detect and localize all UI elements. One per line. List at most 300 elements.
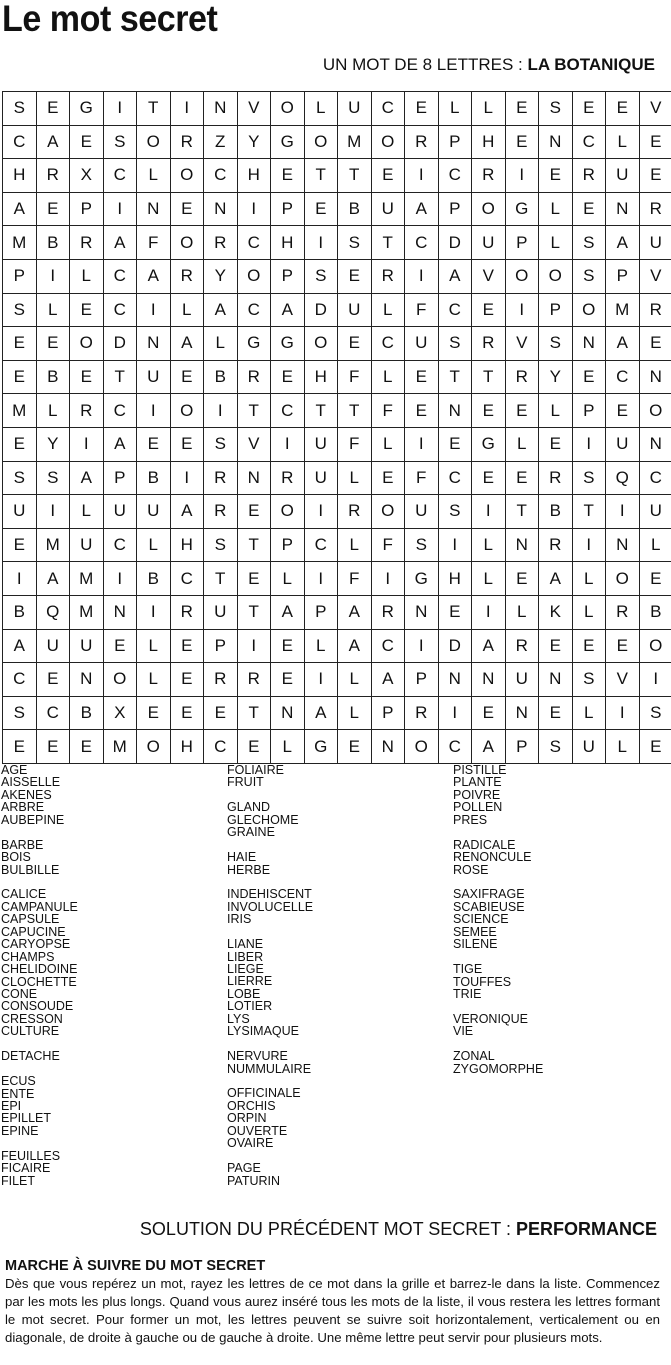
grid-cell[interactable]: E — [405, 394, 439, 428]
grid-cell[interactable]: E — [472, 461, 506, 495]
grid-cell[interactable]: E — [539, 696, 573, 730]
grid-cell[interactable]: E — [271, 159, 305, 193]
grid-cell[interactable]: O — [639, 394, 671, 428]
grid-cell[interactable]: A — [271, 595, 305, 629]
grid-cell[interactable]: T — [338, 394, 372, 428]
grid-cell[interactable]: E — [70, 293, 104, 327]
grid-cell[interactable]: B — [204, 360, 238, 394]
grid-cell[interactable]: B — [338, 192, 372, 226]
grid-cell[interactable]: L — [271, 730, 305, 764]
grid-cell[interactable]: N — [572, 327, 606, 361]
grid-cell[interactable]: I — [103, 192, 137, 226]
grid-cell[interactable]: C — [237, 293, 271, 327]
grid-cell[interactable]: R — [70, 226, 104, 260]
grid-cell[interactable]: I — [170, 92, 204, 126]
grid-cell[interactable]: S — [3, 293, 37, 327]
word-list-item[interactable]: CHELIDOINE — [1, 962, 78, 977]
word-list-item[interactable]: OFFICINALE — [227, 1086, 301, 1101]
grid-cell[interactable]: E — [371, 159, 405, 193]
grid-cell[interactable]: I — [304, 226, 338, 260]
word-list-item[interactable]: LOBE — [227, 986, 261, 1001]
grid-cell[interactable]: I — [70, 427, 104, 461]
grid-cell[interactable]: L — [472, 528, 506, 562]
grid-cell[interactable]: E — [237, 495, 271, 529]
grid-cell[interactable]: B — [36, 226, 70, 260]
grid-cell[interactable]: E — [338, 327, 372, 361]
word-list-item[interactable]: EPINE — [1, 1123, 39, 1138]
grid-cell[interactable]: O — [606, 562, 640, 596]
grid-cell[interactable]: E — [606, 92, 640, 126]
word-list-item[interactable]: FILET — [1, 1173, 36, 1188]
grid-cell[interactable]: I — [103, 562, 137, 596]
grid-cell[interactable]: P — [438, 192, 472, 226]
grid-cell[interactable]: E — [438, 427, 472, 461]
grid-cell[interactable]: A — [3, 192, 37, 226]
grid-cell[interactable]: I — [36, 495, 70, 529]
grid-cell[interactable]: P — [539, 293, 573, 327]
grid-cell[interactable]: S — [304, 259, 338, 293]
grid-cell[interactable]: E — [170, 360, 204, 394]
word-list-item[interactable]: ARBRE — [1, 800, 45, 815]
grid-cell[interactable]: F — [338, 427, 372, 461]
grid-cell[interactable]: U — [639, 495, 671, 529]
grid-cell[interactable]: I — [237, 629, 271, 663]
grid-cell[interactable]: S — [572, 226, 606, 260]
word-list-item[interactable]: ZYGOMORPHE — [453, 1061, 544, 1076]
grid-cell[interactable]: X — [103, 696, 137, 730]
grid-cell[interactable]: R — [204, 663, 238, 697]
grid-cell[interactable]: L — [371, 293, 405, 327]
word-list-item[interactable]: FOLIAIRE — [227, 763, 284, 777]
grid-cell[interactable]: N — [103, 595, 137, 629]
grid-cell[interactable]: R — [36, 159, 70, 193]
grid-cell[interactable]: V — [237, 92, 271, 126]
grid-cell[interactable]: U — [505, 663, 539, 697]
grid-cell[interactable]: A — [170, 495, 204, 529]
grid-cell[interactable]: E — [338, 730, 372, 764]
grid-cell[interactable]: S — [204, 528, 238, 562]
grid-cell[interactable]: M — [3, 226, 37, 260]
grid-cell[interactable]: G — [472, 427, 506, 461]
grid-cell[interactable]: S — [539, 92, 573, 126]
grid-cell[interactable]: R — [405, 696, 439, 730]
word-list-item[interactable]: PAGE — [227, 1161, 261, 1176]
grid-cell[interactable]: E — [639, 327, 671, 361]
grid-cell[interactable]: P — [70, 192, 104, 226]
word-list-item[interactable]: HAIE — [227, 850, 257, 865]
grid-cell[interactable]: C — [237, 226, 271, 260]
grid-cell[interactable]: C — [103, 394, 137, 428]
grid-cell[interactable]: R — [639, 192, 671, 226]
grid-cell[interactable]: C — [639, 461, 671, 495]
grid-cell[interactable]: E — [36, 730, 70, 764]
grid-cell[interactable]: I — [606, 495, 640, 529]
grid-cell[interactable]: A — [405, 192, 439, 226]
word-list-item[interactable]: INDEHISCENT — [227, 887, 312, 902]
grid-cell[interactable]: U — [137, 495, 171, 529]
grid-cell[interactable]: V — [639, 259, 671, 293]
grid-cell[interactable]: S — [639, 696, 671, 730]
grid-cell[interactable]: T — [572, 495, 606, 529]
grid-cell[interactable]: N — [405, 595, 439, 629]
grid-cell[interactable]: R — [606, 595, 640, 629]
grid-cell[interactable]: U — [606, 427, 640, 461]
grid-cell[interactable]: I — [371, 562, 405, 596]
grid-cell[interactable]: L — [338, 528, 372, 562]
grid-cell[interactable]: B — [639, 595, 671, 629]
grid-cell[interactable]: D — [304, 293, 338, 327]
grid-cell[interactable]: U — [3, 495, 37, 529]
grid-cell[interactable]: N — [639, 360, 671, 394]
grid-cell[interactable]: E — [3, 427, 37, 461]
grid-cell[interactable]: C — [438, 159, 472, 193]
grid-cell[interactable]: F — [137, 226, 171, 260]
grid-cell[interactable]: I — [606, 696, 640, 730]
grid-cell[interactable]: L — [472, 562, 506, 596]
grid-cell[interactable]: H — [237, 159, 271, 193]
grid-cell[interactable]: Q — [606, 461, 640, 495]
grid-cell[interactable]: T — [472, 360, 506, 394]
grid-cell[interactable]: N — [606, 528, 640, 562]
word-list-item[interactable]: CLOCHETTE — [1, 974, 77, 989]
word-list-item[interactable]: LIEGE — [227, 962, 264, 976]
grid-cell[interactable]: E — [170, 427, 204, 461]
grid-cell[interactable]: Z — [204, 125, 238, 159]
grid-cell[interactable]: T — [237, 595, 271, 629]
grid-cell[interactable]: O — [472, 192, 506, 226]
grid-cell[interactable]: E — [505, 562, 539, 596]
grid-cell[interactable]: L — [36, 293, 70, 327]
grid-cell[interactable]: C — [405, 226, 439, 260]
grid-cell[interactable]: Y — [237, 125, 271, 159]
word-list-item[interactable]: ORCHIS — [227, 1098, 276, 1113]
grid-cell[interactable]: A — [204, 293, 238, 327]
grid-cell[interactable]: C — [371, 92, 405, 126]
grid-cell[interactable]: E — [505, 92, 539, 126]
grid-cell[interactable]: L — [539, 394, 573, 428]
word-list-item[interactable]: CONSOUDE — [1, 999, 74, 1014]
grid-cell[interactable]: L — [170, 293, 204, 327]
grid-cell[interactable]: R — [371, 259, 405, 293]
grid-cell[interactable]: C — [103, 528, 137, 562]
word-list-item[interactable]: PATURIN — [227, 1173, 281, 1188]
grid-cell[interactable]: O — [271, 92, 305, 126]
grid-cell[interactable]: L — [472, 92, 506, 126]
grid-cell[interactable]: P — [505, 730, 539, 764]
grid-cell[interactable]: E — [572, 92, 606, 126]
grid-cell[interactable]: I — [572, 528, 606, 562]
grid-cell[interactable]: I — [237, 192, 271, 226]
grid-cell[interactable]: C — [371, 327, 405, 361]
grid-cell[interactable]: R — [170, 595, 204, 629]
grid-cell[interactable]: B — [137, 562, 171, 596]
grid-cell[interactable]: S — [36, 461, 70, 495]
grid-cell[interactable]: I — [505, 293, 539, 327]
grid-cell[interactable]: L — [572, 696, 606, 730]
grid-cell[interactable]: R — [539, 528, 573, 562]
grid-cell[interactable]: F — [371, 528, 405, 562]
grid-cell[interactable]: E — [505, 461, 539, 495]
grid-cell[interactable]: F — [405, 461, 439, 495]
grid-cell[interactable]: F — [338, 360, 372, 394]
grid-cell[interactable]: C — [438, 293, 472, 327]
word-list-item[interactable]: SAXIFRAGE — [453, 887, 525, 902]
word-list-item[interactable]: TOUFFES — [453, 974, 512, 989]
word-list-item[interactable]: VERONIQUE — [453, 1011, 529, 1026]
grid-cell[interactable]: A — [3, 629, 37, 663]
grid-cell[interactable]: E — [505, 125, 539, 159]
grid-cell[interactable]: E — [472, 696, 506, 730]
grid-cell[interactable]: Y — [36, 427, 70, 461]
grid-cell[interactable]: T — [204, 562, 238, 596]
grid-cell[interactable]: I — [572, 427, 606, 461]
grid-cell[interactable]: P — [438, 125, 472, 159]
word-list-item[interactable]: HERBE — [227, 862, 271, 877]
grid-cell[interactable]: I — [438, 528, 472, 562]
grid-cell[interactable]: D — [438, 226, 472, 260]
word-list-item[interactable]: RENONCULE — [453, 850, 532, 865]
grid-cell[interactable]: L — [438, 92, 472, 126]
grid-cell[interactable]: V — [639, 92, 671, 126]
grid-cell[interactable]: E — [170, 629, 204, 663]
grid-cell[interactable]: S — [572, 461, 606, 495]
grid-cell[interactable]: D — [438, 629, 472, 663]
word-list-item[interactable]: SCABIEUSE — [453, 899, 525, 914]
grid-cell[interactable]: E — [237, 562, 271, 596]
grid-cell[interactable]: P — [204, 629, 238, 663]
word-list-item[interactable]: BULBILLE — [1, 862, 60, 877]
word-list-item[interactable]: BOIS — [1, 850, 31, 865]
grid-cell[interactable]: O — [405, 730, 439, 764]
grid-cell[interactable]: E — [36, 92, 70, 126]
grid-cell[interactable]: E — [338, 259, 372, 293]
grid-cell[interactable]: E — [137, 427, 171, 461]
grid-cell[interactable]: N — [505, 696, 539, 730]
grid-cell[interactable]: E — [606, 629, 640, 663]
grid-cell[interactable]: O — [539, 259, 573, 293]
grid-cell[interactable]: L — [338, 696, 372, 730]
grid-cell[interactable]: C — [3, 125, 37, 159]
grid-cell[interactable]: P — [505, 226, 539, 260]
grid-cell[interactable]: I — [137, 293, 171, 327]
grid-cell[interactable]: I — [204, 394, 238, 428]
grid-cell[interactable]: E — [472, 293, 506, 327]
grid-cell[interactable]: L — [572, 562, 606, 596]
word-list-item[interactable]: LIBER — [227, 949, 264, 964]
word-list-item[interactable]: OVAIRE — [227, 1136, 274, 1151]
grid-cell[interactable]: N — [472, 663, 506, 697]
grid-cell[interactable]: R — [338, 495, 372, 529]
grid-cell[interactable]: N — [539, 125, 573, 159]
grid-cell[interactable]: E — [271, 663, 305, 697]
grid-cell[interactable]: E — [3, 528, 37, 562]
grid-cell[interactable]: G — [505, 192, 539, 226]
grid-cell[interactable]: C — [438, 730, 472, 764]
grid-cell[interactable]: E — [639, 125, 671, 159]
grid-cell[interactable]: V — [237, 427, 271, 461]
grid-cell[interactable]: L — [70, 259, 104, 293]
grid-cell[interactable]: E — [639, 562, 671, 596]
grid-cell[interactable]: U — [338, 293, 372, 327]
grid-cell[interactable]: E — [472, 394, 506, 428]
grid-cell[interactable]: R — [639, 293, 671, 327]
word-list-item[interactable]: CHAMPS — [1, 949, 55, 964]
grid-cell[interactable]: A — [338, 629, 372, 663]
grid-cell[interactable]: I — [271, 427, 305, 461]
grid-cell[interactable]: E — [304, 192, 338, 226]
grid-cell[interactable]: R — [204, 495, 238, 529]
grid-cell[interactable]: H — [170, 528, 204, 562]
grid-cell[interactable]: L — [304, 92, 338, 126]
word-list-item[interactable]: POLLEN — [453, 800, 503, 815]
grid-cell[interactable]: M — [103, 730, 137, 764]
grid-cell[interactable]: T — [304, 159, 338, 193]
grid-cell[interactable]: O — [103, 663, 137, 697]
grid-cell[interactable]: R — [405, 125, 439, 159]
grid-cell[interactable]: M — [70, 562, 104, 596]
grid-cell[interactable]: N — [438, 663, 472, 697]
grid-cell[interactable]: E — [539, 159, 573, 193]
word-list-item[interactable]: ZONAL — [453, 1049, 495, 1064]
grid-cell[interactable]: T — [338, 159, 372, 193]
grid-cell[interactable]: N — [438, 394, 472, 428]
grid-cell[interactable]: S — [572, 259, 606, 293]
grid-cell[interactable]: L — [539, 192, 573, 226]
grid-cell[interactable]: E — [170, 663, 204, 697]
grid-cell[interactable]: I — [137, 595, 171, 629]
word-list-item[interactable]: INVOLUCELLE — [227, 899, 314, 914]
word-list-item[interactable]: DETACHE — [1, 1049, 60, 1064]
grid-cell[interactable]: C — [103, 159, 137, 193]
grid-cell[interactable]: O — [505, 259, 539, 293]
grid-cell[interactable]: A — [304, 696, 338, 730]
grid-cell[interactable]: P — [371, 696, 405, 730]
grid-cell[interactable]: L — [606, 730, 640, 764]
grid-cell[interactable]: G — [271, 327, 305, 361]
grid-cell[interactable]: I — [405, 259, 439, 293]
grid-cell[interactable]: H — [438, 562, 472, 596]
word-list-item[interactable]: ORPIN — [227, 1111, 267, 1126]
grid-cell[interactable]: A — [472, 629, 506, 663]
word-list-item[interactable]: LOTIER — [227, 999, 273, 1014]
grid-cell[interactable]: N — [371, 730, 405, 764]
grid-cell[interactable]: B — [137, 461, 171, 495]
grid-cell[interactable]: Y — [204, 259, 238, 293]
grid-cell[interactable]: E — [137, 696, 171, 730]
grid-cell[interactable]: A — [137, 259, 171, 293]
grid-cell[interactable]: U — [606, 159, 640, 193]
grid-cell[interactable]: T — [438, 360, 472, 394]
word-list-item[interactable]: SILENE — [453, 937, 498, 952]
grid-cell[interactable]: E — [606, 394, 640, 428]
grid-cell[interactable]: R — [204, 226, 238, 260]
grid-cell[interactable]: S — [539, 327, 573, 361]
grid-cell[interactable]: U — [338, 92, 372, 126]
grid-cell[interactable]: I — [472, 595, 506, 629]
word-list-item[interactable]: CAPSULE — [1, 912, 60, 927]
grid-cell[interactable]: F — [405, 293, 439, 327]
grid-cell[interactable]: I — [36, 259, 70, 293]
grid-cell[interactable]: P — [271, 259, 305, 293]
grid-cell[interactable]: E — [170, 696, 204, 730]
grid-cell[interactable]: N — [204, 92, 238, 126]
grid-cell[interactable]: R — [237, 360, 271, 394]
word-list-item[interactable]: AKENES — [1, 787, 52, 802]
grid-cell[interactable]: G — [237, 327, 271, 361]
word-list-item[interactable]: EPI — [1, 1098, 22, 1113]
word-list-item[interactable]: TIGE — [453, 962, 483, 977]
grid-cell[interactable]: E — [170, 192, 204, 226]
grid-cell[interactable]: U — [103, 495, 137, 529]
grid-cell[interactable]: E — [639, 730, 671, 764]
grid-cell[interactable]: H — [472, 125, 506, 159]
grid-cell[interactable]: U — [405, 495, 439, 529]
grid-cell[interactable]: C — [3, 663, 37, 697]
word-list-item[interactable]: CONE — [1, 987, 38, 1002]
word-list-item[interactable]: PLANTE — [453, 775, 502, 790]
grid-cell[interactable]: T — [237, 696, 271, 730]
word-list-item[interactable]: SEMEE — [453, 924, 497, 939]
word-list-item[interactable]: NERVURE — [227, 1049, 288, 1064]
grid-cell[interactable]: I — [304, 562, 338, 596]
grid-cell[interactable]: R — [472, 159, 506, 193]
grid-cell[interactable]: E — [572, 629, 606, 663]
grid-cell[interactable]: L — [539, 226, 573, 260]
grid-cell[interactable]: X — [70, 159, 104, 193]
grid-cell[interactable]: L — [137, 663, 171, 697]
grid-cell[interactable]: B — [539, 495, 573, 529]
grid-cell[interactable]: R — [572, 159, 606, 193]
grid-cell[interactable]: A — [438, 259, 472, 293]
grid-cell[interactable]: C — [371, 629, 405, 663]
grid-cell[interactable]: C — [304, 528, 338, 562]
grid-cell[interactable]: R — [505, 360, 539, 394]
grid-cell[interactable]: E — [36, 192, 70, 226]
grid-cell[interactable]: E — [405, 360, 439, 394]
grid-cell[interactable]: U — [36, 629, 70, 663]
grid-cell[interactable]: Q — [36, 595, 70, 629]
grid-cell[interactable]: I — [103, 92, 137, 126]
grid-cell[interactable]: L — [338, 663, 372, 697]
grid-cell[interactable]: O — [639, 629, 671, 663]
grid-cell[interactable]: I — [639, 663, 671, 697]
grid-cell[interactable]: P — [606, 259, 640, 293]
grid-cell[interactable]: L — [338, 461, 372, 495]
grid-cell[interactable]: P — [103, 461, 137, 495]
grid-cell[interactable]: O — [170, 394, 204, 428]
grid-cell[interactable]: U — [137, 360, 171, 394]
grid-cell[interactable]: C — [170, 562, 204, 596]
grid-cell[interactable]: E — [36, 327, 70, 361]
grid-cell[interactable]: L — [371, 360, 405, 394]
grid-cell[interactable]: A — [472, 730, 506, 764]
grid-cell[interactable]: A — [103, 427, 137, 461]
grid-cell[interactable]: T — [371, 226, 405, 260]
word-list-item[interactable]: NUMMULAIRE — [227, 1061, 312, 1076]
grid-cell[interactable]: H — [170, 730, 204, 764]
grid-cell[interactable]: L — [505, 595, 539, 629]
grid-cell[interactable]: C — [103, 259, 137, 293]
grid-cell[interactable]: S — [438, 495, 472, 529]
grid-cell[interactable]: L — [70, 495, 104, 529]
grid-cell[interactable]: G — [405, 562, 439, 596]
grid-cell[interactable]: B — [3, 595, 37, 629]
grid-cell[interactable]: L — [137, 629, 171, 663]
grid-cell[interactable]: K — [539, 595, 573, 629]
grid-cell[interactable]: I — [304, 495, 338, 529]
grid-cell[interactable]: O — [304, 327, 338, 361]
grid-cell[interactable]: P — [271, 528, 305, 562]
